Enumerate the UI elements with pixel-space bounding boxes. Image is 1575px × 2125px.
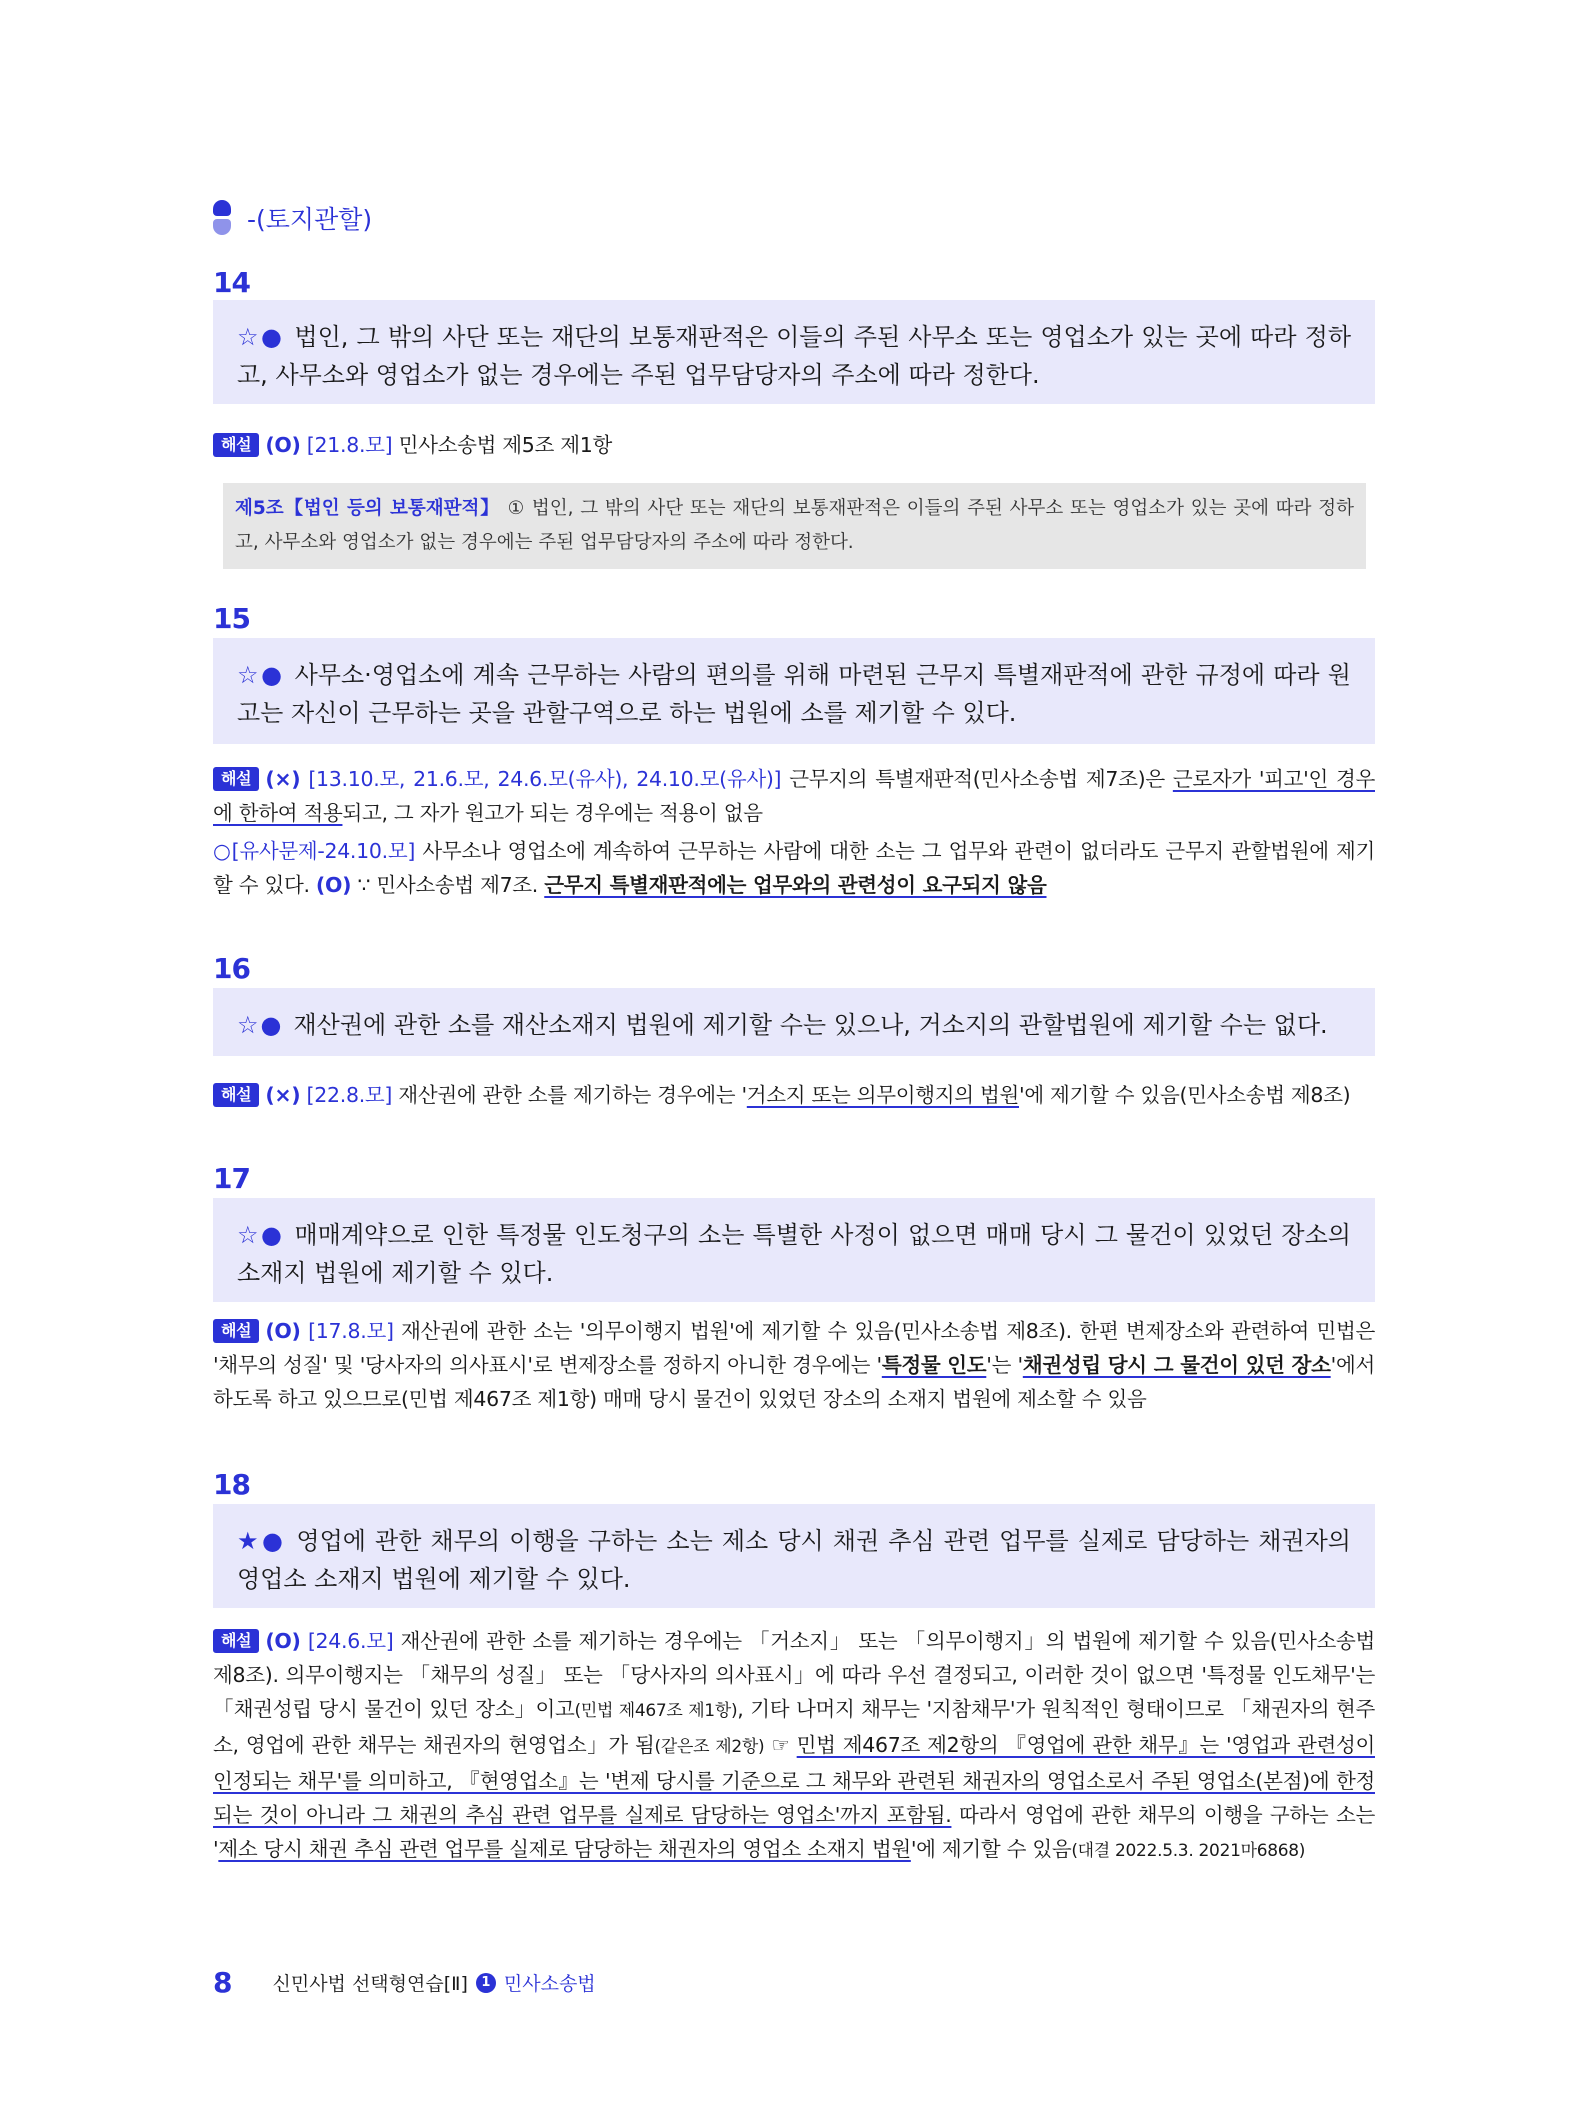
answer-text: 재산권에 관한 소를 제기하는 경우에는 ' — [392, 1083, 747, 1107]
answer-block — [213, 762, 1375, 902]
answer-text: , 기타 나머지 채무는 '지참채무'가 원칙적인 형태이므로 「채권자의 현주소, 영업에 관한 채무는 채권자의 현영업소」가 됨 — [213, 1697, 1376, 1757]
answer-text: 민사소송법 제5조 제1항 — [392, 433, 613, 457]
answer-verdict: (O) — [265, 1629, 301, 1653]
question-box — [213, 638, 1375, 744]
answer-verdict: (O) — [265, 433, 301, 457]
explanation-badge: 해설 — [213, 433, 259, 457]
statute-title: 제5조【법인 등의 보통재판적】 — [235, 498, 500, 519]
similar-problem-verdict: (O) — [315, 873, 352, 897]
explanation-badge: 해설 — [213, 1319, 259, 1343]
answer-block — [213, 428, 1375, 462]
answer-text: '는 ' — [986, 1353, 1023, 1377]
similar-problem-reason: ∵ 민사소송법 제7조. — [351, 873, 545, 897]
star-bullet-icon: ★● — [237, 1527, 287, 1555]
answer-citation: (같은조 제2항) — [654, 1737, 765, 1757]
star-bullet-icon: ☆● — [237, 1011, 284, 1039]
question-number: 18 — [213, 1468, 250, 1501]
answer-underlined: 근로자가 '피고'인 경우에 한하여 적용 — [213, 767, 1375, 825]
exam-reference: [21.8.모] — [306, 433, 393, 457]
exam-reference: [22.8.모] — [306, 1083, 393, 1107]
answer-verdict: (×) — [265, 1083, 301, 1107]
answer-underlined: 거소지 또는 의무이행지의 법원 — [746, 1083, 1019, 1107]
question-number: 14 — [213, 266, 250, 299]
exam-reference: [13.10.모, 21.6.모, 24.6.모(유사), 24.10.모(유사)] — [308, 767, 782, 791]
explanation-badge: 해설 — [213, 767, 259, 791]
question-number: 16 — [213, 952, 250, 985]
answer-text: ☞ — [764, 1733, 797, 1757]
exam-reference: [24.6.모] — [307, 1629, 394, 1653]
bullet-dots-icon — [213, 200, 235, 236]
answer-underlined: 민법 제467조 제2항의 『영업에 관한 채무』는 '영업과 관련성이 인정되는 채무'를 의미하고, 『현영업소』는 '변제 당시를 기준으로 그 채무와 관련된 채권자의 영업소로서 주된 영업소(본점)에 한정되는 것이 아니라 그 채권의 추심 관련 업무를 실제로 담당하는 영업소'까지 포함됨. — [213, 1733, 1375, 1827]
answer-verdict: (O) — [265, 1319, 301, 1343]
answer-block — [213, 1624, 1375, 1868]
question-box — [213, 1198, 1375, 1302]
chapter-number-icon: 1 — [476, 1973, 496, 1993]
answer-underlined: 특정물 인도 — [881, 1353, 987, 1377]
answer-underlined: 제소 당시 채권 추심 관련 업무를 실제로 담당하는 채권자의 영업소 소재지 법원 — [218, 1837, 911, 1861]
question-text: 사무소·영업소에 계속 근무하는 사람의 편의를 위해 마련된 근무지 특별재판적에 관한 규정에 따라 원고는 자신이 근무하는 곳을 관할구역으로 하는 법원에 소를 제기할 수 있다. — [237, 661, 1351, 727]
question-text: 재산권에 관한 소를 재산소재지 법원에 제기할 수는 있으나, 거소지의 관할법원에 제기할 수는 없다. — [293, 1011, 1328, 1039]
star-bullet-icon: ☆● — [237, 1221, 285, 1249]
similar-problem-text: 사무소나 영업소에 계속하여 근무하는 사람에 대한 소는 그 업무와 관련이 없더라도 근무지 관할법원에 제기할 수 있다. — [213, 839, 1375, 897]
star-bullet-icon: ☆● — [237, 661, 285, 689]
answer-text: 재산권에 관한 소는 '의무이행지 법원'에 제기할 수 있음(민사소송법 제8조). 한편 변제장소와 관련하여 민법은 '채무의 성질' 및 '당사자의 의사표시'로 변제장소를 정하지 아니한 경우에는 ' — [213, 1319, 1375, 1377]
answer-text: 재산권에 관한 소를 제기하는 경우에는 「거소지」 또는 「의무이행지」의 법원에 제기할 수 있음(민사소송법 제8조). 의무이행지는 「채무의 성질」 또는 「당사자의 의사표시」에 따라 우선 결정되고, 이러한 것이 없으면 '특정물 인도채무'는 「채권성립 당시 물건이 있던 장소」이고 — [213, 1629, 1375, 1721]
chapter-title: 민사소송법 — [503, 1973, 596, 1995]
question-number: 15 — [213, 602, 250, 635]
book-title: 신민사법 선택형연습[Ⅱ] — [272, 1973, 468, 1995]
answer-text: '에 제기할 수 있음(민사소송법 제8조) — [1019, 1083, 1351, 1107]
answer-text: 근무지의 특별재판적(민사소송법 제7조)은 — [781, 767, 1173, 791]
similar-problem-underlined: 근무지 특별재판적에는 업무와의 관련성이 요구되지 않음 — [544, 873, 1047, 897]
statute-box — [223, 483, 1366, 569]
question-text: 법인, 그 밖의 사단 또는 재단의 보통재판적은 이들의 주된 사무소 또는 영업소가 있는 곳에 따라 정하고, 사무소와 영업소가 없는 경우에는 주된 업무담당자의 주소에 따라 정한다. — [237, 323, 1351, 389]
page-footer — [213, 1966, 596, 1999]
exam-reference: [17.8.모] — [308, 1319, 394, 1343]
question-box — [213, 988, 1375, 1056]
answer-text: 따라서 영업에 관한 채무의 이행을 구하는 소는 ' — [213, 1803, 1375, 1861]
section-heading — [213, 198, 372, 238]
answer-text: '에 제기할 수 있음 — [910, 1837, 1072, 1861]
answer-citation: (민법 제467조 제1항) — [574, 1701, 738, 1721]
answer-verdict: (×) — [265, 767, 301, 791]
page-number: 8 — [213, 1966, 233, 1999]
answer-text: 되고, 그 자가 원고가 되는 경우에는 적용이 없음 — [342, 801, 763, 825]
star-bullet-icon: ☆● — [237, 323, 285, 351]
explanation-badge: 해설 — [213, 1083, 259, 1107]
question-text: 매매계약으로 인한 특정물 인도청구의 소는 특별한 사정이 없으면 매매 당시 그 물건이 있었던 장소의 소재지 법원에 제기할 수 있다. — [237, 1221, 1351, 1287]
question-box — [213, 300, 1375, 404]
answer-text: '에서 하도록 하고 있으므로(민법 제467조 제1항) 매매 당시 물건이 있었던 장소의 소재지 법원에 제소할 수 있음 — [213, 1353, 1375, 1411]
answer-citation: (대결 2022.5.3. 2021마6868) — [1071, 1841, 1306, 1861]
question-text: 영업에 관한 채무의 이행을 구하는 소는 제소 당시 채권 추심 관련 업무를 실제로 담당하는 채권자의 영업소 소재지 법원에 제기할 수 있다. — [237, 1527, 1351, 1593]
explanation-badge: 해설 — [213, 1629, 259, 1653]
statute-text: ① 법인, 그 밖의 사단 또는 재단의 보통재판적은 이들의 주된 사무소 또는 영업소가 있는 곳에 따라 정하고, 사무소와 영업소가 없는 경우에는 주된 업무담당자의 주소에 따라 정한다. — [235, 498, 1354, 553]
answer-block — [213, 1314, 1375, 1416]
section-title: -(토지관할) — [247, 205, 373, 234]
similar-problem-ref: ○[유사문제-24.10.모] — [213, 839, 416, 863]
question-box — [213, 1504, 1375, 1608]
answer-underlined: 채권성립 당시 그 물건이 있던 장소 — [1022, 1353, 1331, 1377]
similar-problem — [213, 834, 1375, 902]
answer-block — [213, 1078, 1375, 1112]
question-number: 17 — [213, 1162, 250, 1195]
